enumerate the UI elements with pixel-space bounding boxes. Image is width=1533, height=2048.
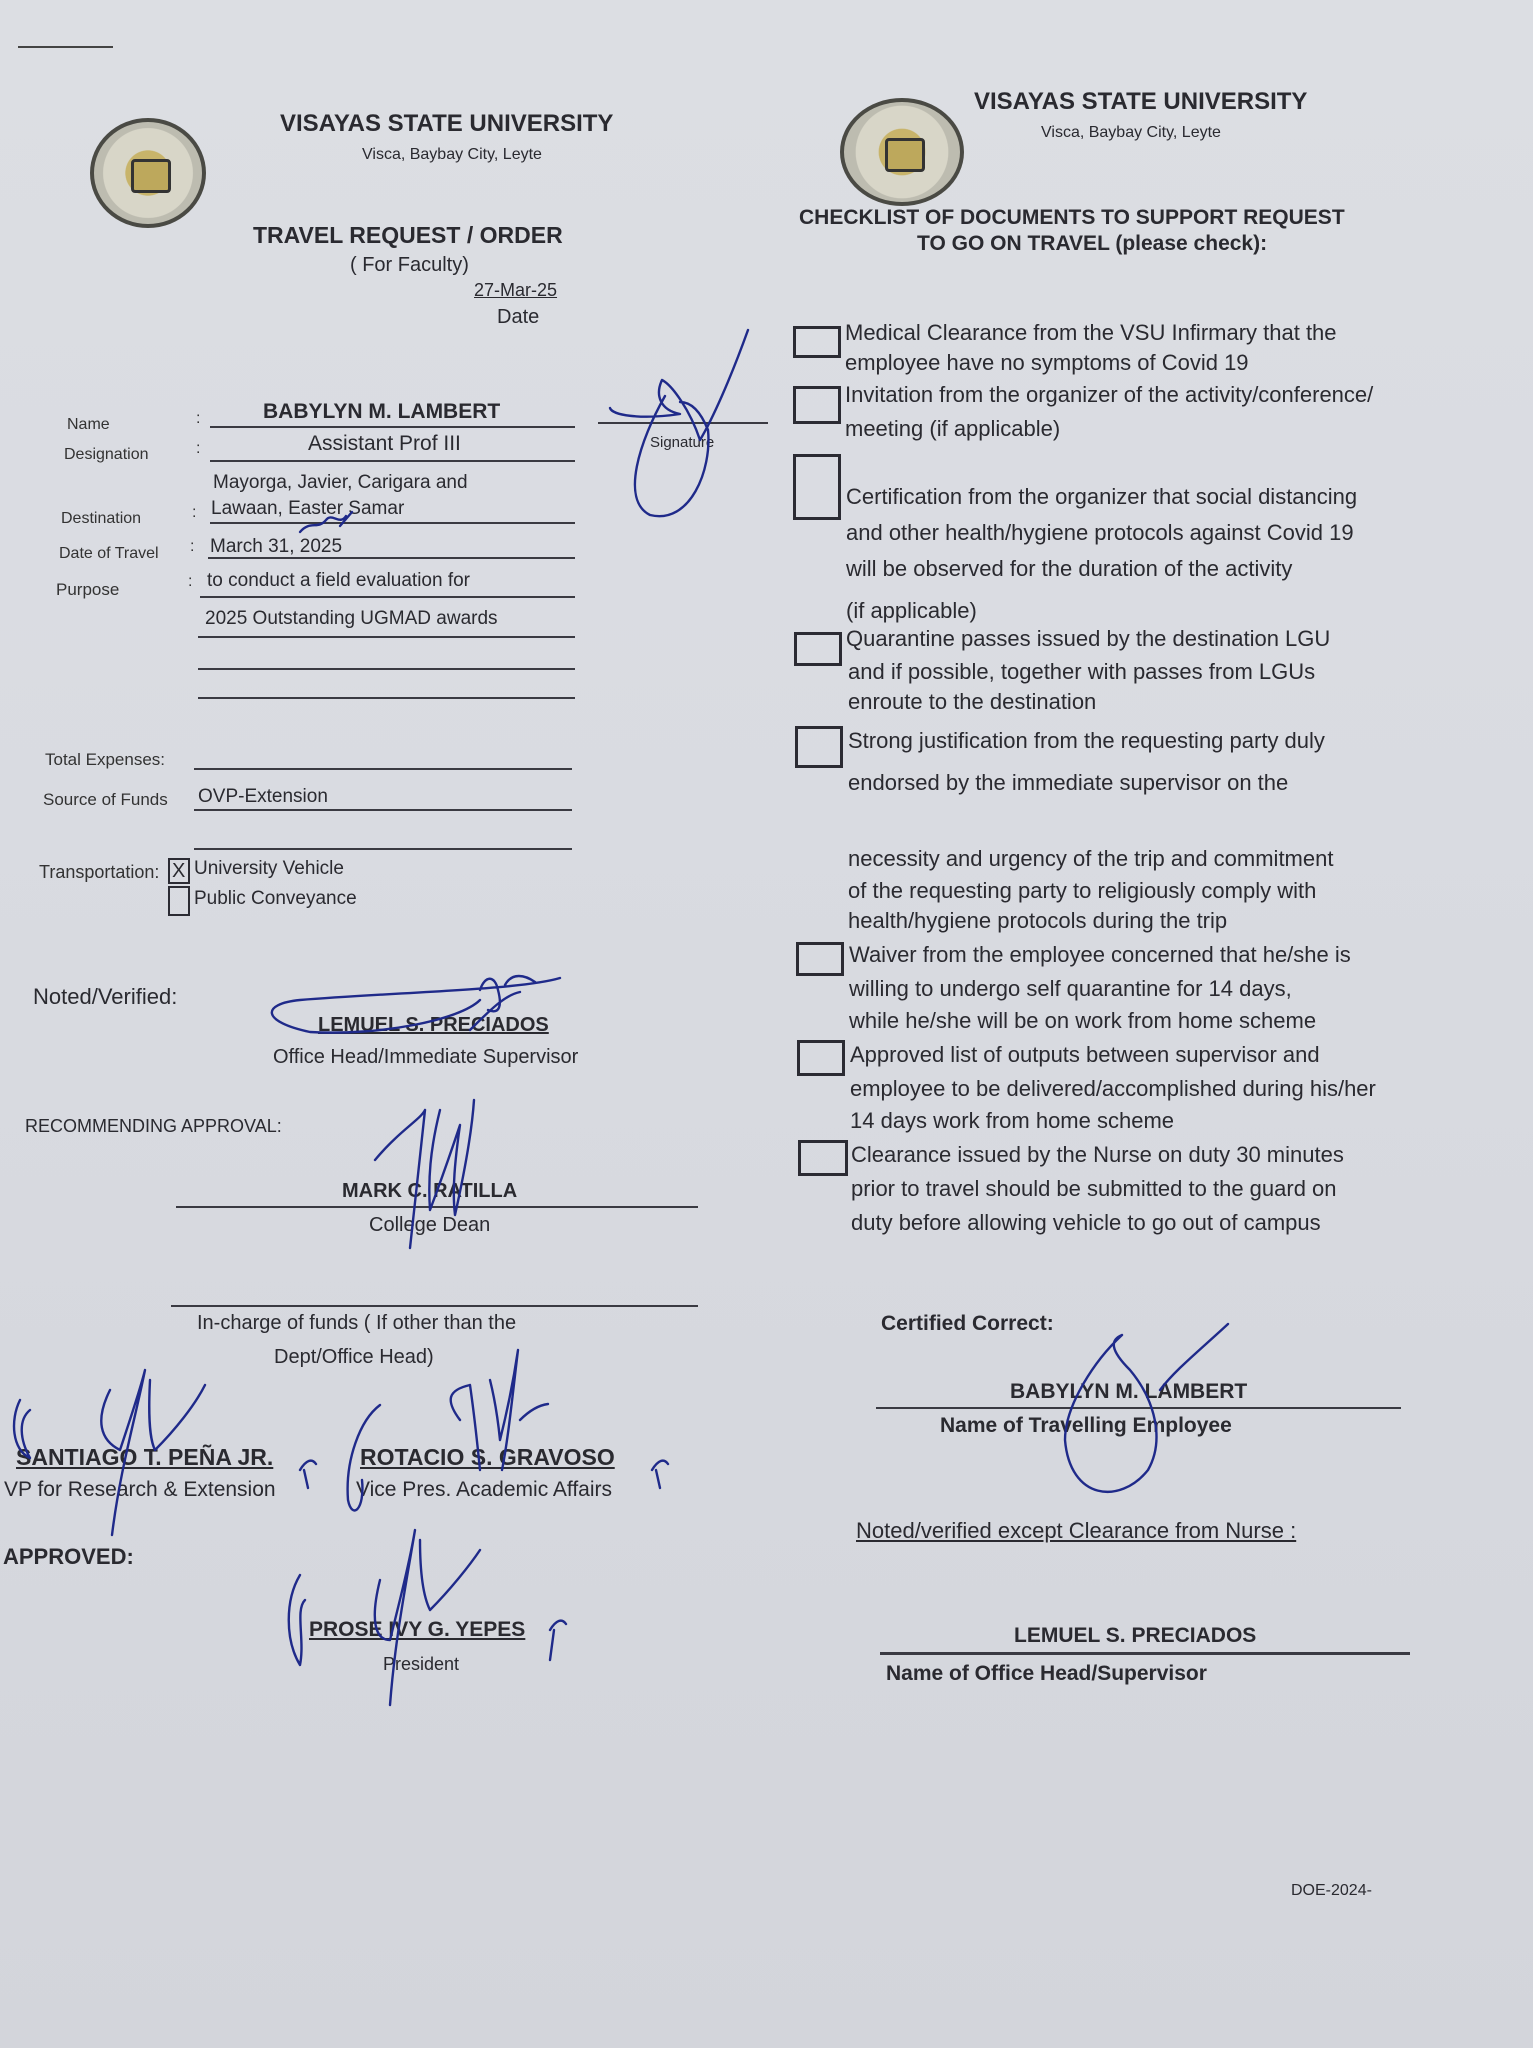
- supervisor-name: LEMUEL S. PRECIADOS: [318, 1014, 549, 1036]
- designation-value: Assistant Prof III: [308, 432, 461, 455]
- university-vehicle-checkbox[interactable]: [168, 858, 190, 884]
- certified-correct-label: Certified Correct:: [881, 1312, 1054, 1335]
- checklist-checkbox-7[interactable]: [797, 1040, 845, 1076]
- university-address-left: Visca, Baybay City, Leyte: [362, 146, 542, 163]
- vp-research-name: SANTIAGO T. PEÑA JR.: [16, 1444, 274, 1470]
- checklist-item-8-line-1: Clearance issued by the Nurse on duty 30 minutes: [851, 1142, 1344, 1167]
- checklist-item-3-line-1: Certification from the organizer that social distancing: [846, 484, 1358, 509]
- destination-line2: Lawaan, Easter Samar: [211, 498, 405, 519]
- university-seal-right: [840, 98, 964, 206]
- university-name-left: VISAYAS STATE UNIVERSITY: [280, 110, 614, 137]
- checklist-item-5-line-4: of the requesting party to religiously comply with: [848, 878, 1317, 903]
- purpose-line1: to conduct a field evaluation for: [207, 570, 471, 591]
- university-seal-left: [90, 118, 206, 228]
- checklist-checkbox-4[interactable]: [794, 632, 842, 666]
- date-travel-label: Date of Travel: [59, 545, 159, 562]
- dean-title: College Dean: [369, 1214, 491, 1236]
- noted-verified-label: Noted/Verified:: [33, 984, 178, 1009]
- checklist-title-2: TO GO ON TRAVEL (please check):: [917, 232, 1268, 255]
- date-value: 27-Mar-25: [474, 280, 558, 300]
- transportation-label: Transportation:: [39, 862, 160, 882]
- checklist-item-1-line-2: employee have no symptoms of Covid 19: [845, 350, 1249, 375]
- checklist-item-8-line-2: prior to travel should be submitted to the guard on: [851, 1176, 1337, 1201]
- employee-name: BABYLYN M. LAMBERT: [1010, 1380, 1248, 1403]
- signature-line: [598, 422, 768, 424]
- checklist-checkbox-5[interactable]: [795, 726, 843, 768]
- form-title: TRAVEL REQUEST / ORDER: [253, 222, 563, 248]
- checklist-item-7-line-2: employee to be delivered/accomplished during his/her: [850, 1076, 1376, 1101]
- checkbox-x-mark: X: [172, 860, 186, 882]
- name-colon: :: [196, 410, 201, 427]
- supervisor-title: Office Head/Immediate Supervisor: [273, 1046, 579, 1068]
- checklist-item-4-line-2: and if possible, together with passes from LGUs: [848, 659, 1316, 684]
- checklist-item-3-line-2: and other health/hygiene protocols against Covid 19: [846, 520, 1354, 545]
- checklist-item-2-line-1: Invitation from the organizer of the activity/conference/: [845, 382, 1374, 407]
- checklist-item-3-line-4: (if applicable): [846, 598, 977, 623]
- employee-title: Name of Travelling Employee: [940, 1414, 1232, 1437]
- total-expenses-line: [194, 768, 572, 770]
- checklist-checkbox-1[interactable]: [793, 326, 841, 358]
- checklist-checkbox-2[interactable]: [793, 386, 841, 424]
- head-line: [880, 1652, 1410, 1655]
- checklist-title-1: CHECKLIST OF DOCUMENTS TO SUPPORT REQUEST: [799, 206, 1345, 229]
- stray-mark: [18, 46, 113, 48]
- funds-text-1: In-charge of funds ( If other than the: [197, 1312, 517, 1334]
- purpose-underline-4: [198, 697, 575, 699]
- public-conveyance-label: Public Conveyance: [194, 888, 357, 909]
- designation-line: [210, 460, 575, 462]
- footer-code: DOE-2024-: [1291, 1882, 1372, 1899]
- checklist-item-1-line-1: Medical Clearance from the VSU Infirmary that the: [845, 320, 1337, 345]
- date-label: Date: [497, 306, 540, 328]
- destination-line1: Mayorga, Javier, Carigara and: [213, 472, 468, 493]
- destination-colon: :: [192, 504, 197, 521]
- checklist-checkbox-8[interactable]: [798, 1140, 848, 1176]
- name-value: BABYLYN M. LAMBERT: [263, 400, 501, 423]
- president-name: PROSE IVY G. YEPES: [309, 1618, 526, 1641]
- purpose-label: Purpose: [56, 580, 120, 599]
- vp-academic-name: ROTACIO S. GRAVOSO: [360, 1444, 615, 1470]
- funds-text-2: Dept/Office Head): [274, 1346, 434, 1368]
- checklist-item-5-line-5: health/hygiene protocols during the trip: [848, 908, 1228, 933]
- head-name: LEMUEL S. PRECIADOS: [1014, 1624, 1257, 1647]
- dean-line: [176, 1206, 698, 1208]
- checklist-checkbox-6[interactable]: [796, 942, 844, 976]
- funds-line: [171, 1305, 698, 1307]
- employee-line: [876, 1407, 1401, 1409]
- source-funds-line-2: [194, 848, 572, 850]
- source-funds-label: Source of Funds: [43, 790, 168, 809]
- vp-research-title: VP for Research & Extension: [4, 1478, 276, 1501]
- checklist-item-2-line-2: meeting (if applicable): [845, 416, 1061, 441]
- name-label: Name: [67, 416, 110, 433]
- public-conveyance-checkbox[interactable]: [168, 886, 190, 916]
- designation-label: Designation: [64, 446, 149, 463]
- university-name-right: VISAYAS STATE UNIVERSITY: [974, 88, 1308, 115]
- name-line: [210, 426, 575, 428]
- purpose-line2: 2025 Outstanding UGMAD awards: [205, 608, 498, 629]
- checklist-item-3-line-3: will be observed for the duration of the activity: [846, 556, 1293, 581]
- checklist-item-8-line-3: duty before allowing vehicle to go out of campus: [851, 1210, 1321, 1235]
- checklist-item-5-line-1: Strong justification from the requesting party duly: [848, 728, 1325, 753]
- source-funds-line: [194, 809, 572, 811]
- checklist-item-7-line-3: 14 days work from home scheme: [850, 1108, 1175, 1133]
- checklist-item-6-line-1: Waiver from the employee concerned that he/she is: [849, 942, 1351, 967]
- checklist-item-6-line-3: while he/she will be on work from home scheme: [849, 1008, 1317, 1033]
- purpose-underline-3: [198, 668, 575, 670]
- date-travel-value: March 31, 2025: [210, 536, 343, 557]
- purpose-colon: :: [188, 573, 193, 590]
- source-funds-value: OVP-Extension: [198, 786, 328, 807]
- date-travel-colon: :: [190, 538, 195, 555]
- signature-label: Signature: [650, 434, 715, 451]
- noted-except-nurse: Noted/verified except Clearance from Nurse :: [856, 1518, 1297, 1543]
- checklist-item-5-line-2: endorsed by the immediate supervisor on the: [848, 770, 1289, 795]
- form-subtitle: ( For Faculty): [350, 254, 469, 276]
- checklist-item-6-line-2: willing to undergo self quarantine for 14 days,: [849, 976, 1292, 1001]
- checklist-item-7-line-1: Approved list of outputs between supervisor and: [850, 1042, 1320, 1067]
- date-travel-line: [208, 557, 575, 559]
- total-expenses-label: Total Expenses:: [45, 750, 166, 769]
- vp-academic-title: Vice Pres. Academic Affairs: [356, 1478, 613, 1501]
- purpose-underline-1: [200, 596, 575, 598]
- designation-colon: :: [196, 440, 201, 457]
- checklist-item-4-line-3: enroute to the destination: [848, 689, 1097, 714]
- purpose-underline-2: [198, 636, 575, 638]
- university-address-right: Visca, Baybay City, Leyte: [1041, 124, 1221, 141]
- destination-line: [210, 522, 575, 524]
- recommending-approval-label: RECOMMENDING APPROVAL:: [25, 1116, 282, 1136]
- dean-name: MARK C. RATILLA: [342, 1180, 518, 1202]
- checklist-item-5-line-3: necessity and urgency of the trip and commitment: [848, 846, 1334, 871]
- head-title: Name of Office Head/Supervisor: [886, 1662, 1207, 1685]
- destination-label: Destination: [61, 510, 142, 527]
- checklist-item-4-line-1: Quarantine passes issued by the destination LGU: [846, 626, 1331, 651]
- approved-label: APPROVED:: [3, 1544, 134, 1569]
- president-title: President: [383, 1654, 460, 1674]
- checklist-checkbox-3[interactable]: [793, 454, 841, 520]
- university-vehicle-label: University Vehicle: [194, 858, 344, 879]
